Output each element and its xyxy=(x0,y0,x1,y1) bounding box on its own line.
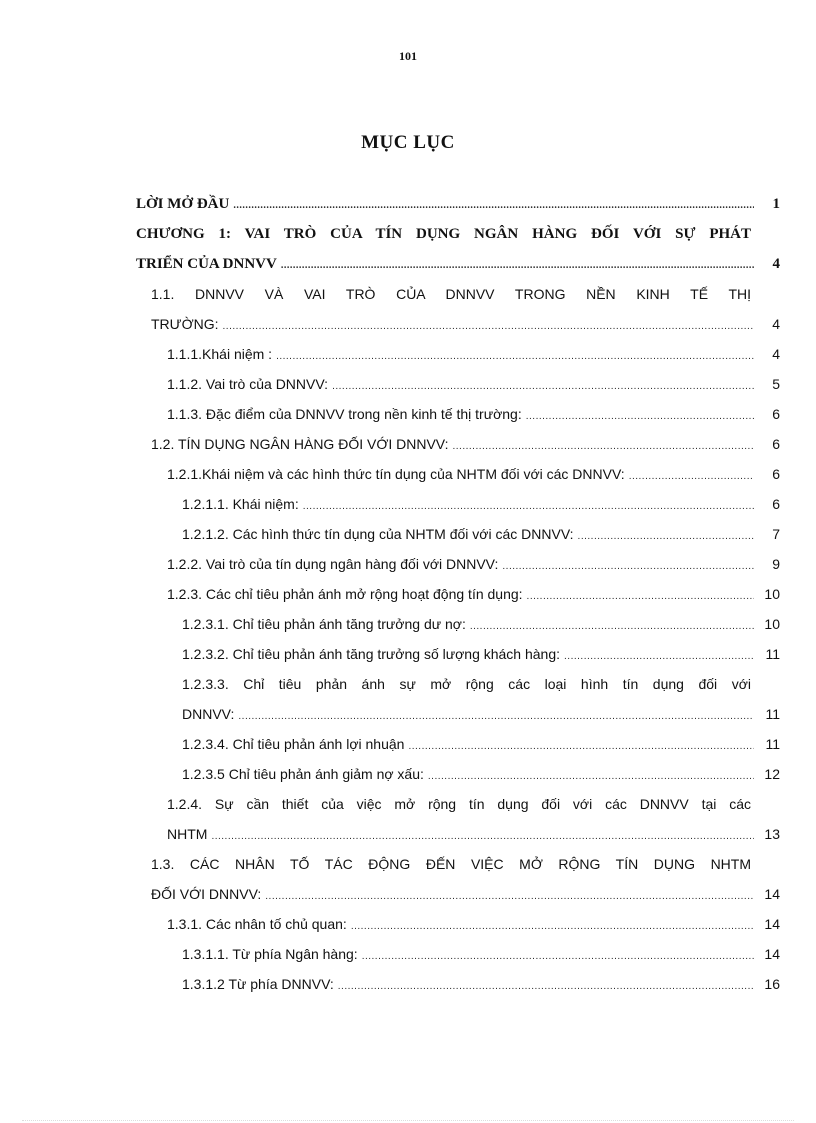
toc-entry-text: 1.1.2. Vai trò của DNNVV: xyxy=(167,376,329,392)
toc-entry-text: 1.1.1.Khái niệm : xyxy=(167,346,273,362)
toc-entry-chuong-1-line-1[interactable]: CHƯƠNG 1: VAI TRÒ CỦA TÍN DỤNG NGÂN HÀNG ĐỐI VỚI SỰ PHÁT xyxy=(136,226,751,242)
toc-entry-page: 4 xyxy=(772,346,780,362)
toc-entry-text: 1.1.3. Đặc điểm của DNNVV trong nền kinh tế thị trường: xyxy=(167,406,522,422)
dot-leader xyxy=(453,441,755,452)
toc-title: MỤC LỤC xyxy=(361,132,455,153)
toc-entry-text: TRIỂN CỦA DNNVV xyxy=(136,256,277,272)
toc-entry-1-3[interactable] xyxy=(151,886,780,908)
toc-entry-1-2[interactable] xyxy=(151,436,780,458)
toc-entry-page: 9 xyxy=(772,556,780,572)
dot-leader xyxy=(281,260,754,271)
toc-entry-page: 10 xyxy=(764,616,780,632)
toc-entry-chuong-1[interactable] xyxy=(136,256,780,278)
toc-entry-page: 6 xyxy=(772,496,780,512)
toc-entry-page: 11 xyxy=(765,646,780,662)
footer-divider xyxy=(22,1120,794,1121)
toc-entry-1-1-1[interactable] xyxy=(167,346,780,368)
dot-leader xyxy=(526,411,754,422)
toc-entry-1-2-4-line-1[interactable]: 1.2.4. Sự cần thiết của việc mở rộng tín dụng đối với các DNNVV tại các xyxy=(167,796,751,812)
toc-entry-text: 1.2.3. Các chỉ tiêu phản ánh mở rộng hoạt động tín dụng: xyxy=(167,586,523,602)
dot-leader xyxy=(362,951,754,962)
toc-entry-page: 12 xyxy=(764,766,780,782)
toc-entry-page: 14 xyxy=(764,886,780,902)
toc-entry-text: 1.2.3.2. Chỉ tiêu phản ánh tăng trưởng số lượng khách hàng: xyxy=(182,646,561,662)
toc-entry-page: 4 xyxy=(772,256,780,272)
toc-entry-text: 1.2.3.5 Chỉ tiêu phản ánh giảm nợ xấu: xyxy=(182,766,424,782)
dot-leader xyxy=(233,200,754,211)
dot-leader xyxy=(238,711,754,722)
toc-entry-text: 1.2.2. Vai trò của tín dụng ngân hàng đối với DNNVV: xyxy=(167,556,499,572)
dot-leader xyxy=(564,651,754,662)
dot-leader xyxy=(211,831,754,842)
toc-entry-1-1-3[interactable] xyxy=(167,406,780,428)
toc-entry-1-1-2[interactable] xyxy=(167,376,780,398)
toc-entry-page: 13 xyxy=(764,826,780,842)
toc-entry-page: 14 xyxy=(764,916,780,932)
dot-leader xyxy=(527,591,754,602)
toc-entry-page: 4 xyxy=(772,316,780,332)
toc-entry-1-1-line-1[interactable]: 1.1. DNNVV VÀ VAI TRÒ CỦA DNNVV TRONG NỀN KINH TẾ THỊ xyxy=(151,286,751,302)
dot-leader xyxy=(428,771,754,782)
dot-leader xyxy=(470,621,754,632)
dot-leader xyxy=(629,471,754,482)
toc-entry-1-2-2[interactable] xyxy=(167,556,780,578)
dot-leader xyxy=(332,381,754,392)
toc-entry-1-2-1-1[interactable] xyxy=(182,496,780,518)
dot-leader xyxy=(303,501,754,512)
toc-entry-text: 1.2.3.4. Chỉ tiêu phản ánh lợi nhuận xyxy=(182,736,405,752)
toc-entry-1-2-4[interactable] xyxy=(167,826,780,848)
toc-entry-text: 1.3.1.2 Từ phía DNNVV: xyxy=(182,976,334,992)
dot-leader xyxy=(502,561,754,572)
dot-leader xyxy=(408,741,754,752)
toc-entry-text: 1.2.3.1. Chỉ tiêu phản ánh tăng trưởng dư nợ: xyxy=(182,616,466,632)
dot-leader xyxy=(265,891,754,902)
toc-entry-page: 6 xyxy=(772,466,780,482)
toc-entry-page: 5 xyxy=(772,376,780,392)
toc-entry-1-2-3-5[interactable] xyxy=(182,766,780,788)
toc-entry-1-2-3-1[interactable] xyxy=(182,616,780,638)
toc-entry-text: 1.2.1.1. Khái niệm: xyxy=(182,496,299,512)
toc-entry-1-2-1-2[interactable] xyxy=(182,526,780,548)
toc-entry-page: 14 xyxy=(764,946,780,962)
toc-entry-1-3-1-1[interactable] xyxy=(182,946,780,968)
toc-entry-1-2-3-3[interactable] xyxy=(182,706,780,728)
toc-entry-page: 7 xyxy=(772,526,780,542)
toc-entry-page: 11 xyxy=(765,736,780,752)
toc-entry-text: LỜI MỞ ĐẦU xyxy=(136,196,230,212)
dot-leader xyxy=(578,531,754,542)
toc-entry-1-1[interactable] xyxy=(151,316,780,338)
toc-entry-page: 10 xyxy=(764,586,780,602)
toc-entry-1-2-3-3-line-1[interactable]: 1.2.3.3. Chỉ tiêu phản ánh sự mở rộng các loại hình tín dụng đối với xyxy=(182,676,751,692)
toc-entry-text: ĐỐI VỚI DNNVV: xyxy=(151,886,262,902)
toc-entry-1-3-line-1[interactable]: 1.3. CÁC NHÂN TỐ TÁC ĐỘNG ĐẾN VIỆC MỞ RỘNG TÍN DỤNG NHTM xyxy=(151,856,751,872)
toc-entry-1-2-3[interactable] xyxy=(167,586,780,608)
toc-entry-1-2-3-2[interactable] xyxy=(182,646,780,668)
toc-entry-page: 1 xyxy=(772,196,780,212)
toc-entry-loi-mo-dau[interactable] xyxy=(136,196,780,218)
toc-entry-text: 1.2. TÍN DỤNG NGÂN HÀNG ĐỐI VỚI DNNVV: xyxy=(151,436,449,452)
toc-entry-1-3-1-2[interactable] xyxy=(182,976,780,998)
page-number: 101 xyxy=(399,49,417,63)
dot-leader xyxy=(276,351,754,362)
toc-entry-page: 11 xyxy=(765,706,780,722)
toc-entry-page: 6 xyxy=(772,436,780,452)
toc-entry-text: 1.3.1. Các nhân tố chủ quan: xyxy=(167,916,347,932)
toc-entry-text: 1.2.1.2. Các hình thức tín dụng của NHTM đối với các DNNVV: xyxy=(182,526,574,542)
dot-leader xyxy=(223,321,754,332)
toc-entry-text: NHTM xyxy=(167,826,208,842)
toc-entry-text: 1.3.1.1. Từ phía Ngân hàng: xyxy=(182,946,358,962)
toc-entry-page: 16 xyxy=(764,976,780,992)
toc-entry-text: TRƯỜNG: xyxy=(151,316,219,332)
toc-entry-page: 6 xyxy=(772,406,780,422)
dot-leader xyxy=(338,981,754,992)
toc-entry-text: DNNVV: xyxy=(182,706,235,722)
toc-entry-text: 1.2.1.Khái niệm và các hình thức tín dụng của NHTM đối với các DNNVV: xyxy=(167,466,625,482)
dot-leader xyxy=(351,921,754,932)
toc-entry-1-2-3-4[interactable] xyxy=(182,736,780,758)
toc-entry-1-3-1[interactable] xyxy=(167,916,780,938)
toc-entry-1-2-1[interactable] xyxy=(167,466,780,488)
